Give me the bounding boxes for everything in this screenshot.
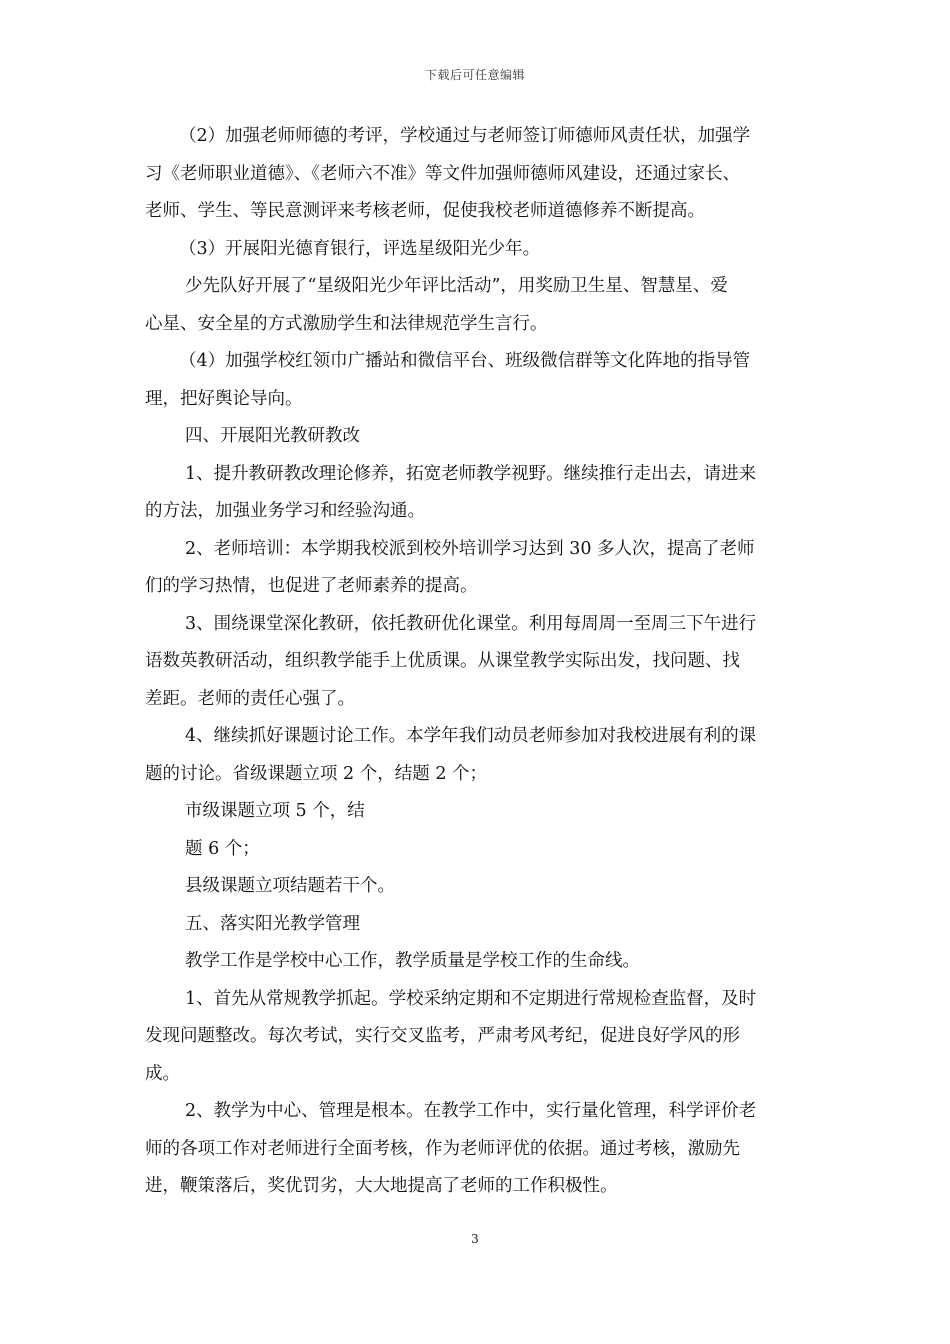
paragraph-line: 语数英教研活动，组织教学能手上优质课。从课堂教学实际出发，找问题、找 — [145, 651, 740, 671]
paragraph-line: 市级课题立项 5 个，结 — [185, 801, 365, 821]
body-text — [145, 118, 807, 1206]
paragraph-line: 题 6 个； — [185, 838, 260, 859]
paragraph-line: 理，把好舆论导向。 — [145, 388, 303, 409]
paragraph-line: 4、继续抓好课题讨论工作。本学年我们动员老师参加对我校进展有利的课 — [185, 726, 757, 746]
paragraph-line: 少先队好开展了“星级阳光少年评比活动”，用奖励卫生星、智慧星、爱 — [185, 276, 728, 296]
section-heading: 四、开展阳光教研教改 — [185, 426, 360, 446]
paragraph-line: 老师、学生、等民意测评来考核老师，促使我校老师道德修养不断提高。 — [145, 201, 705, 221]
paragraph-line: 教学工作是学校中心工作，教学质量是学校工作的生命线。 — [185, 951, 640, 971]
paragraph-line: 发现问题整改。每次考试，实行交叉监考，严肃考风考纪，促进良好学风的形 — [145, 1026, 740, 1046]
paragraph-line: 题的讨论。省级课题立项 2 个，结题 2 个； — [145, 763, 488, 784]
paragraph-line: 习《老师职业道德》、《老师六不准》等文件加强师德师风建设，还通过家长、 — [145, 163, 740, 184]
paragraph-line: （4）加强学校红领巾广播站和微信平台、班级微信群等文化阵地的指导管 — [179, 351, 751, 371]
paragraph-line: 3、围绕课堂深化教研，依托教研优化课堂。利用每周周一至周三下午进行 — [185, 613, 757, 634]
paragraph-line: 成。 — [145, 1063, 180, 1084]
paragraph-line: 师的各项工作对老师进行全面考核，作为老师评优的依据。通过考核，激励先 — [145, 1138, 740, 1159]
paragraph-line: 2、教学为中心、管理是根本。在教学工作中，实行量化管理，科学评价老 — [185, 1101, 757, 1121]
paragraph-line: （3）开展阳光德育银行，评选星级阳光少年。 — [179, 238, 541, 259]
paragraph-line: 的方法，加强业务学习和经验沟通。 — [145, 501, 425, 521]
paragraph-line: 2、老师培训：本学期我校派到校外培训学习达到 30 多人次，提高了老师 — [185, 538, 755, 559]
paragraph-line: 们的学习热情，也促进了老师素养的提高。 — [145, 576, 478, 596]
paragraph-line: 1、首先从常规教学抓起。学校采纳定期和不定期进行常规检查监督，及时 — [185, 988, 757, 1009]
paragraph-line: 差距。老师的责任心强了。 — [145, 688, 355, 709]
page-header: 下载后可任意编辑 — [424, 68, 525, 82]
paragraph-line: 县级课题立项结题若干个。 — [185, 876, 395, 896]
paragraph-line: 1、提升教研教改理论修养，拓宽老师教学视野。继续推行走出去，请进来 — [185, 463, 757, 484]
paragraph-line: 进，鞭策落后，奖优罚劣，大大地提高了老师的工作积极性。 — [145, 1176, 618, 1196]
paragraph-line: 心星、安全星的方式激励学生和法律规范学生言行。 — [145, 313, 548, 334]
page-number: 3 — [471, 1232, 479, 1246]
section-heading: 五、落实阳光教学管理 — [185, 913, 360, 934]
paragraph-line: （2）加强老师师德的考评，学校通过与老师签订师德师风责任状，加强学 — [179, 126, 751, 146]
